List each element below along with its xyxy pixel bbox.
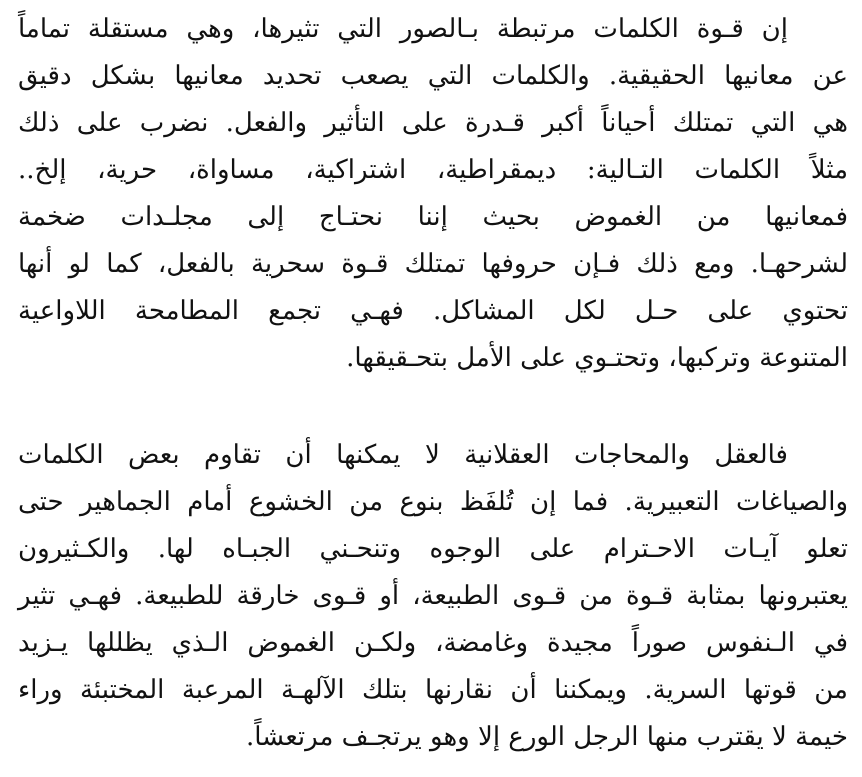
text-line: يعتبرونها بمثابة قـوة من قـوى الطبيعة، أو قـوى خارقة للطبيعة. فهـي تثير (18, 581, 848, 611)
text-line: المتنوعة وتركبها، وتحتـوي على الأمل بتحـقيقها. (346, 343, 848, 373)
text-line: هي التي تمتلك أحياناً أكبر قـدرة على التأثير والفعل. نضرب على ذلك (18, 108, 848, 138)
text-line: مثلاً الكلمات التـالية: ديمقراطية، اشتراكية، مساواة، حرية، إلخ.. (18, 155, 848, 185)
text-line: لشرحهـا. ومع ذلك فـإن حروفها تمتلك قـوة سحرية بالفعل، كما لو أنها (18, 249, 848, 279)
text-line: خيمة لا يقترب منها الرجل الورع إلا وهو يرتجـف مرتعشاً. (245, 722, 848, 752)
text-line: في الـنفوس صوراً مجيدة وغامضة، ولكـن الغموض الـذي يظللها يـزيد (18, 628, 848, 658)
text-line: إن قـوة الكلمات مرتبطة بـالصور التي تثيرها، وهي مستقلة تماماً (18, 14, 788, 44)
text-line: من قوتها السرية. ويمكننا أن نقارنها بتلك الآلهـة المرعبة المختبئة وراء (18, 675, 848, 705)
text-line: فالعقل والمحاجات العقلانية لا يمكنها أن تقاوم بعض الكلمات (18, 440, 788, 470)
text-line: عن معانيها الحقيقية. والكلمات التي يصعب تحديد معانيها بشكل دقيق (18, 61, 848, 91)
text-line: فمعانيها من الغموض بحيث إننا نحتـاج إلى مجلـدات ضخمة (18, 202, 848, 232)
text-line: تعلو آيـات الاحـترام على الوجوه وتنحـني الجبـاه لها. والكـثيرون (18, 534, 848, 564)
paragraph-1 (18, 6, 848, 382)
text-line: تحتوي على حـل لكل المشاكل. فهـي تجمع المطامحة اللاواعية (18, 296, 848, 326)
document-page (18, 0, 848, 777)
paragraph-2 (18, 432, 848, 761)
text-line: والصياغات التعبيرية. فما إن تُلفَظ بنوع من الخشوع أمام الجماهير حتى (18, 487, 848, 517)
